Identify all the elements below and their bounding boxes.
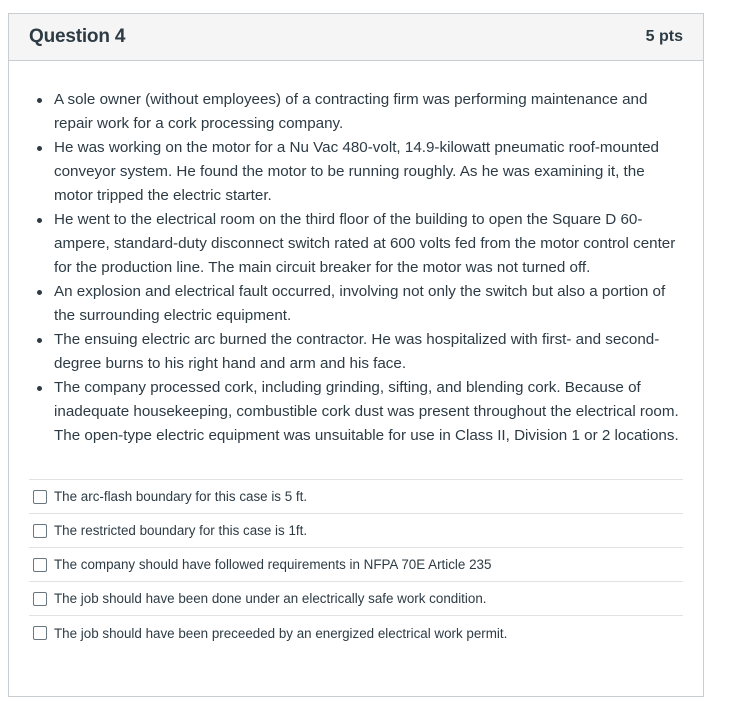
scenario-bullet: An explosion and electrical fault occurred, involving not only the switch but also a portion of the surrounding electric equipment. (54, 280, 683, 328)
scenario-bullet: A sole owner (without employees) of a contracting firm was performing maintenance and repair work for a cork processing company. (54, 88, 683, 136)
answer-checkbox[interactable] (33, 626, 47, 640)
question-body (9, 61, 703, 650)
answer-label: The company should have followed requirements in NFPA 70E Article 235 (54, 557, 492, 572)
answer-checkbox[interactable] (33, 558, 47, 572)
question-points: 5 pts (645, 28, 683, 45)
answer-label: The job should have been done under an electrically safe work condition. (54, 591, 487, 606)
answer-label: The restricted boundary for this case is 1ft. (54, 523, 308, 538)
scenario-bullet: The ensuing electric arc burned the contractor. He was hospitalized with first- and second-degree burns to his right hand and arm and his face. (54, 328, 683, 376)
answer-checkbox[interactable] (33, 592, 47, 606)
answer-option-5[interactable] (29, 616, 683, 650)
answer-label: The job should have been preceeded by an energized electrical work permit. (54, 625, 508, 641)
answer-option-2[interactable] (29, 514, 683, 548)
answer-list (29, 479, 683, 650)
scenario-bullet: The company processed cork, including grinding, sifting, and blending cork. Because of inadequate housekeeping, combustible cork dust was present throughout the electrical room. The open-type electric equipment was unsuitable for use in Class II, Division 1 or 2 locations. (54, 376, 683, 448)
answer-option-3[interactable] (29, 548, 683, 582)
scenario-list (29, 88, 683, 448)
question-header (9, 14, 703, 61)
answer-option-4[interactable] (29, 582, 683, 616)
scenario-bullet: He was working on the motor for a Nu Vac 480-volt, 14.9-kilowatt pneumatic roof-mounted conveyor system. He found the motor to be running roughly. As he was examining it, the motor tripped the electric starter. (54, 136, 683, 208)
answer-checkbox[interactable] (33, 490, 47, 504)
scenario-bullet: He went to the electrical room on the third floor of the building to open the Square D 60-ampere, standard-duty disconnect switch rated at 600 volts fed from the motor control center for the production line. The main circuit breaker for the motor was not turned off. (54, 208, 683, 280)
answer-checkbox[interactable] (33, 524, 47, 538)
answer-label: The arc-flash boundary for this case is 5 ft. (54, 489, 308, 504)
question-title: Question 4 (29, 26, 126, 47)
answer-option-1[interactable] (29, 480, 683, 514)
question-card (8, 13, 704, 697)
